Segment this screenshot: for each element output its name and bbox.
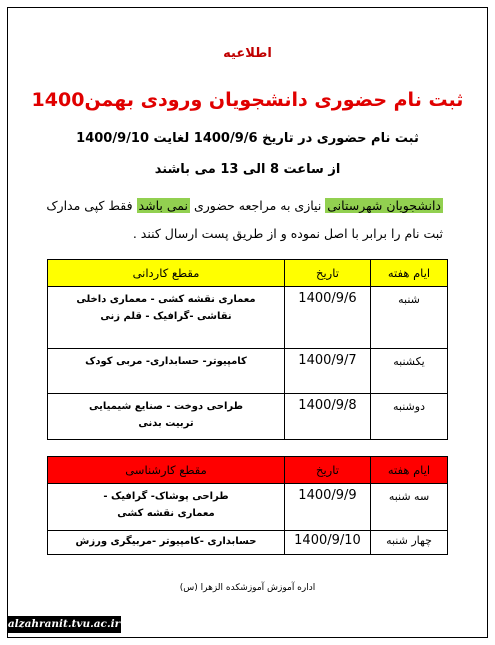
registration-hours: از ساعت 8 الی 13 می باشند [154,162,341,177]
program-line: طراحی پوشاک- گرافیک - [103,491,229,502]
notice-paragraph-line-2: ثبت نام را برابر با اصل نموده و از طریق پست ارسال کنند . [132,226,443,241]
program-cell [48,349,285,394]
header-date: تاریخ [285,457,371,484]
notice-paragraph-line-1 [33,193,443,219]
paragraph-text: نیازی به مراجعه حضوری [189,198,326,213]
program-line: معماری نقشه کشی [117,508,215,519]
karshenasi-schedule-table [47,456,448,555]
program-line: حسابداری -کامپیوتر -مربیگری ورزش [75,536,257,547]
table-row [48,349,448,394]
day-cell: یکشنبه [371,349,448,394]
program-line: کامپیوتر- حسابداری- مربی کودک [85,356,247,367]
notice-title: اطلاعیه [223,46,272,61]
site-url-label: alzahranit.tvu.ac.ir [7,616,121,633]
program-line: نقاشی -گرافیک - قلم زنی [100,311,232,322]
date-cell: 1400/9/9 [285,484,371,531]
header-day: ایام هفته [371,457,448,484]
day-cell: سه شنبه [371,484,448,531]
program-cell [48,287,285,349]
table-header-row [48,260,448,287]
table-row [48,287,448,349]
header-program: مقطع کارشناسی [48,457,285,484]
header-date: تاریخ [285,260,371,287]
header-program: مقطع کاردانی [48,260,285,287]
office-signature: اداره آموزش آموزشکده الزهرا (س) [179,583,316,593]
kardani-schedule-table [47,259,448,440]
program-cell [48,394,285,440]
day-cell: چهار شنبه [371,531,448,555]
program-cell [48,484,285,531]
program-cell [48,531,285,555]
program-line: معماری نقشه کشی - معماری داخلی [76,294,256,305]
program-line: تربیت بدنی [138,418,194,429]
paragraph-text: فقط کپی مدارک [46,198,137,213]
table-row [48,484,448,531]
day-cell: شنبه [371,287,448,349]
program-line: طراحی دوخت - صنایع شیمیایی [88,401,244,412]
table-row [48,394,448,440]
main-title: ثبت نام حضوری دانشجویان ورودی بهمن1400 [31,89,464,111]
date-cell: 1400/9/6 [285,287,371,349]
table-row [48,531,448,555]
date-cell: 1400/9/8 [285,394,371,440]
header-day: ایام هفته [371,260,448,287]
registration-dates: ثبت نام حضوری در تاریخ 1400/9/6 لغایت 1400/9/10 [76,131,419,146]
date-cell: 1400/9/10 [285,531,371,555]
day-cell: دوشنبه [371,394,448,440]
date-cell: 1400/9/7 [285,349,371,394]
highlight-not-required: نمی باشد [138,198,188,213]
table-header-row [48,457,448,484]
highlight-city-students: دانشجویان شهرستانی [327,198,441,213]
